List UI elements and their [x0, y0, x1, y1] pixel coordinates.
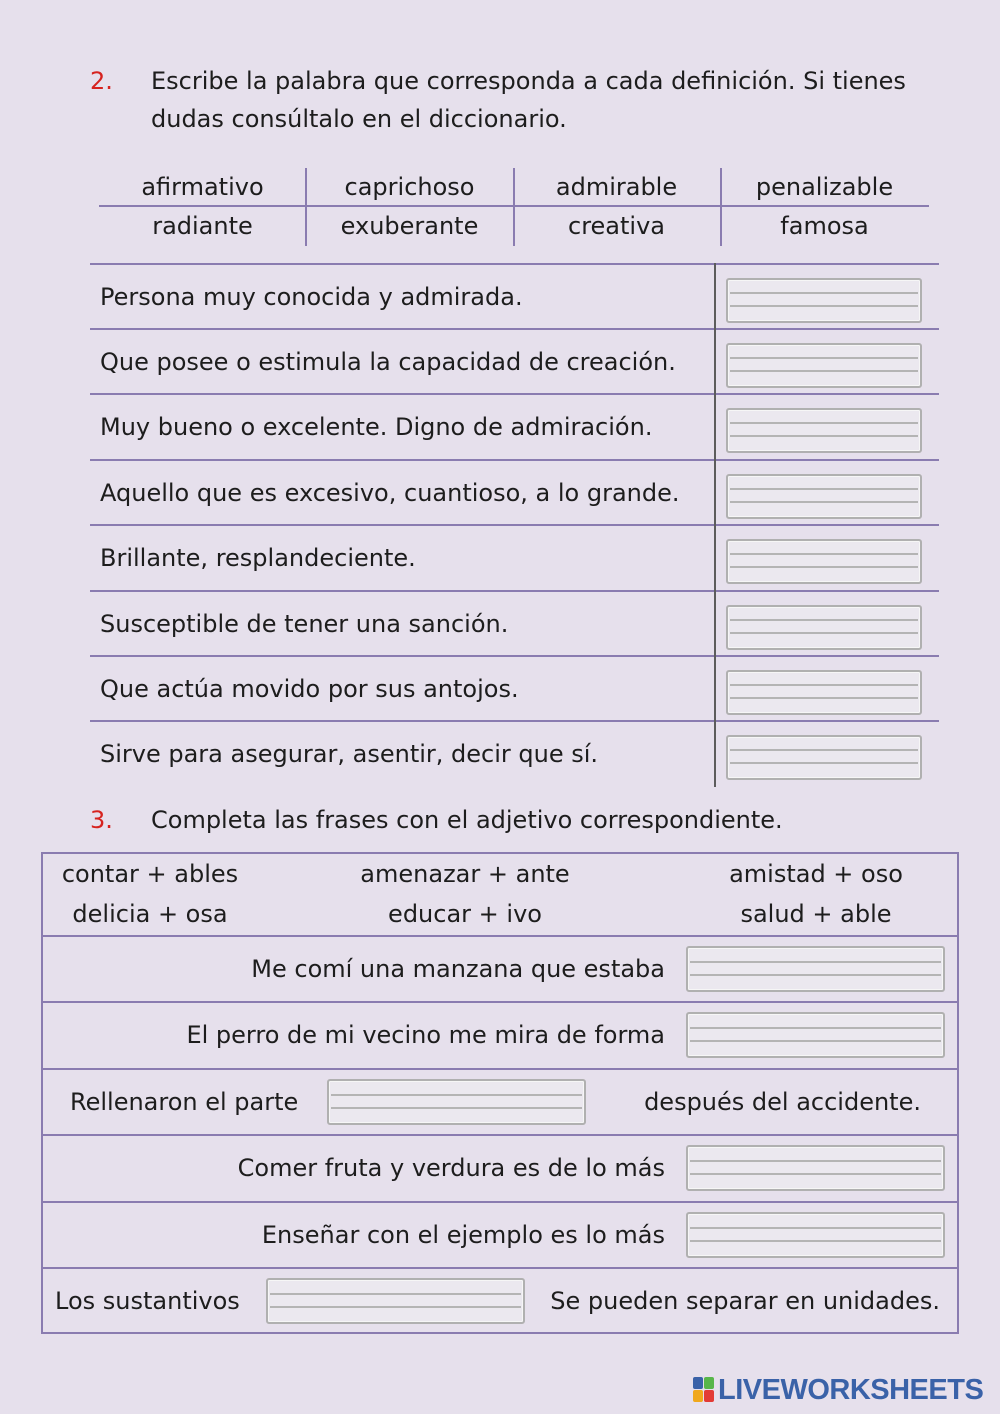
word-bank-item: amenazar + ante	[360, 860, 570, 888]
sentence-row	[43, 1001, 957, 1067]
definition-text: Sirve para asegurar, asentir, decir que sí.	[100, 740, 599, 768]
divider	[305, 168, 307, 246]
sentence-text: Comer fruta y verdura es de lo más	[237, 1154, 665, 1182]
answer-input[interactable]	[327, 1079, 586, 1125]
definition-text: Que actúa movido por sus antojos.	[100, 675, 519, 703]
answer-input[interactable]	[726, 670, 922, 715]
definition-row	[90, 524, 939, 589]
brand-name: LIVEWORKSHEETS	[718, 1373, 984, 1406]
exercise-2-instruction-line1: Escribe la palabra que corresponda a cada definición. Si tienes	[151, 67, 906, 95]
answer-input[interactable]	[726, 605, 922, 650]
sentence-row	[43, 1068, 957, 1134]
sentence-row	[43, 1134, 957, 1200]
sentence-text: El perro de mi vecino me mira de forma	[186, 1021, 665, 1049]
definition-text: Muy bueno o excelente. Digno de admiración.	[100, 413, 653, 441]
answer-input[interactable]	[686, 1212, 945, 1258]
sentences-table	[41, 852, 959, 1334]
sentence-text-after: después del accidente.	[644, 1088, 921, 1116]
divider	[513, 168, 515, 246]
exercise-3-number: 3.	[90, 806, 113, 834]
definition-text: Aquello que es excesivo, cuantioso, a lo grande.	[100, 479, 680, 507]
answer-input[interactable]	[686, 946, 945, 992]
answer-input[interactable]	[726, 343, 922, 388]
definition-text: Que posee o estimula la capacidad de creación.	[100, 348, 676, 376]
exercise-3-instruction: Completa las frases con el adjetivo correspondiente.	[151, 806, 783, 834]
definition-row	[90, 459, 939, 524]
word-bank-item: penalizable	[755, 173, 894, 201]
definition-text: Susceptible de tener una sanción.	[100, 610, 509, 638]
answer-input[interactable]	[726, 735, 922, 780]
word-bank-item: contar + ables	[61, 860, 239, 888]
sentence-row	[43, 935, 957, 1001]
answer-input[interactable]	[266, 1278, 525, 1324]
word-bank-item: famosa	[780, 212, 869, 240]
word-bank-item: caprichoso	[344, 173, 475, 201]
answer-input[interactable]	[726, 474, 922, 519]
exercise-2-number: 2.	[90, 67, 113, 95]
sentence-text: Me comí una manzana que estaba	[251, 955, 665, 983]
answer-input[interactable]	[726, 539, 922, 584]
definition-row	[90, 328, 939, 393]
sentence-text-after: Se pueden separar en unidades.	[550, 1287, 940, 1315]
definition-text: Persona muy conocida y admirada.	[100, 283, 523, 311]
word-bank	[43, 854, 957, 936]
word-bank-item: radiante	[152, 212, 253, 240]
divider	[720, 168, 722, 246]
definition-row	[90, 263, 939, 328]
sentence-text: Rellenaron el parte	[70, 1088, 299, 1116]
exercise-3-heading	[0, 801, 1000, 841]
definition-row	[90, 393, 939, 458]
word-bank-item: admirable	[555, 173, 678, 201]
word-bank-item: amistad + oso	[729, 860, 903, 888]
word-bank	[99, 168, 929, 246]
liveworksheets-logo-icon	[693, 1377, 715, 1403]
answer-input[interactable]	[726, 408, 922, 453]
sentence-row	[43, 1267, 957, 1333]
divider	[99, 205, 929, 207]
definition-row	[90, 720, 939, 785]
definition-row	[90, 655, 939, 720]
answer-input[interactable]	[686, 1012, 945, 1058]
divider	[714, 263, 716, 787]
exercise-2-instruction-line2: dudas consúltalo en el diccionario.	[151, 105, 567, 133]
exercise-2-heading	[0, 62, 1000, 142]
sentence-text: Los sustantivos	[55, 1287, 240, 1315]
word-bank-item: afirmativo	[141, 173, 264, 201]
word-bank-item: exuberante	[340, 212, 479, 240]
answer-input[interactable]	[726, 278, 922, 323]
definition-text: Brillante, resplandeciente.	[100, 544, 416, 572]
answer-input[interactable]	[686, 1145, 945, 1191]
word-bank-item: delicia + osa	[72, 900, 228, 928]
word-bank-item: salud + able	[740, 900, 892, 928]
sentence-text: Enseñar con el ejemplo es lo más	[261, 1221, 665, 1249]
word-bank-item: creativa	[568, 212, 665, 240]
sentence-row	[43, 1201, 957, 1267]
word-bank-item: educar + ivo	[388, 900, 542, 928]
definition-row	[90, 590, 939, 655]
brand-logo	[693, 1373, 983, 1407]
